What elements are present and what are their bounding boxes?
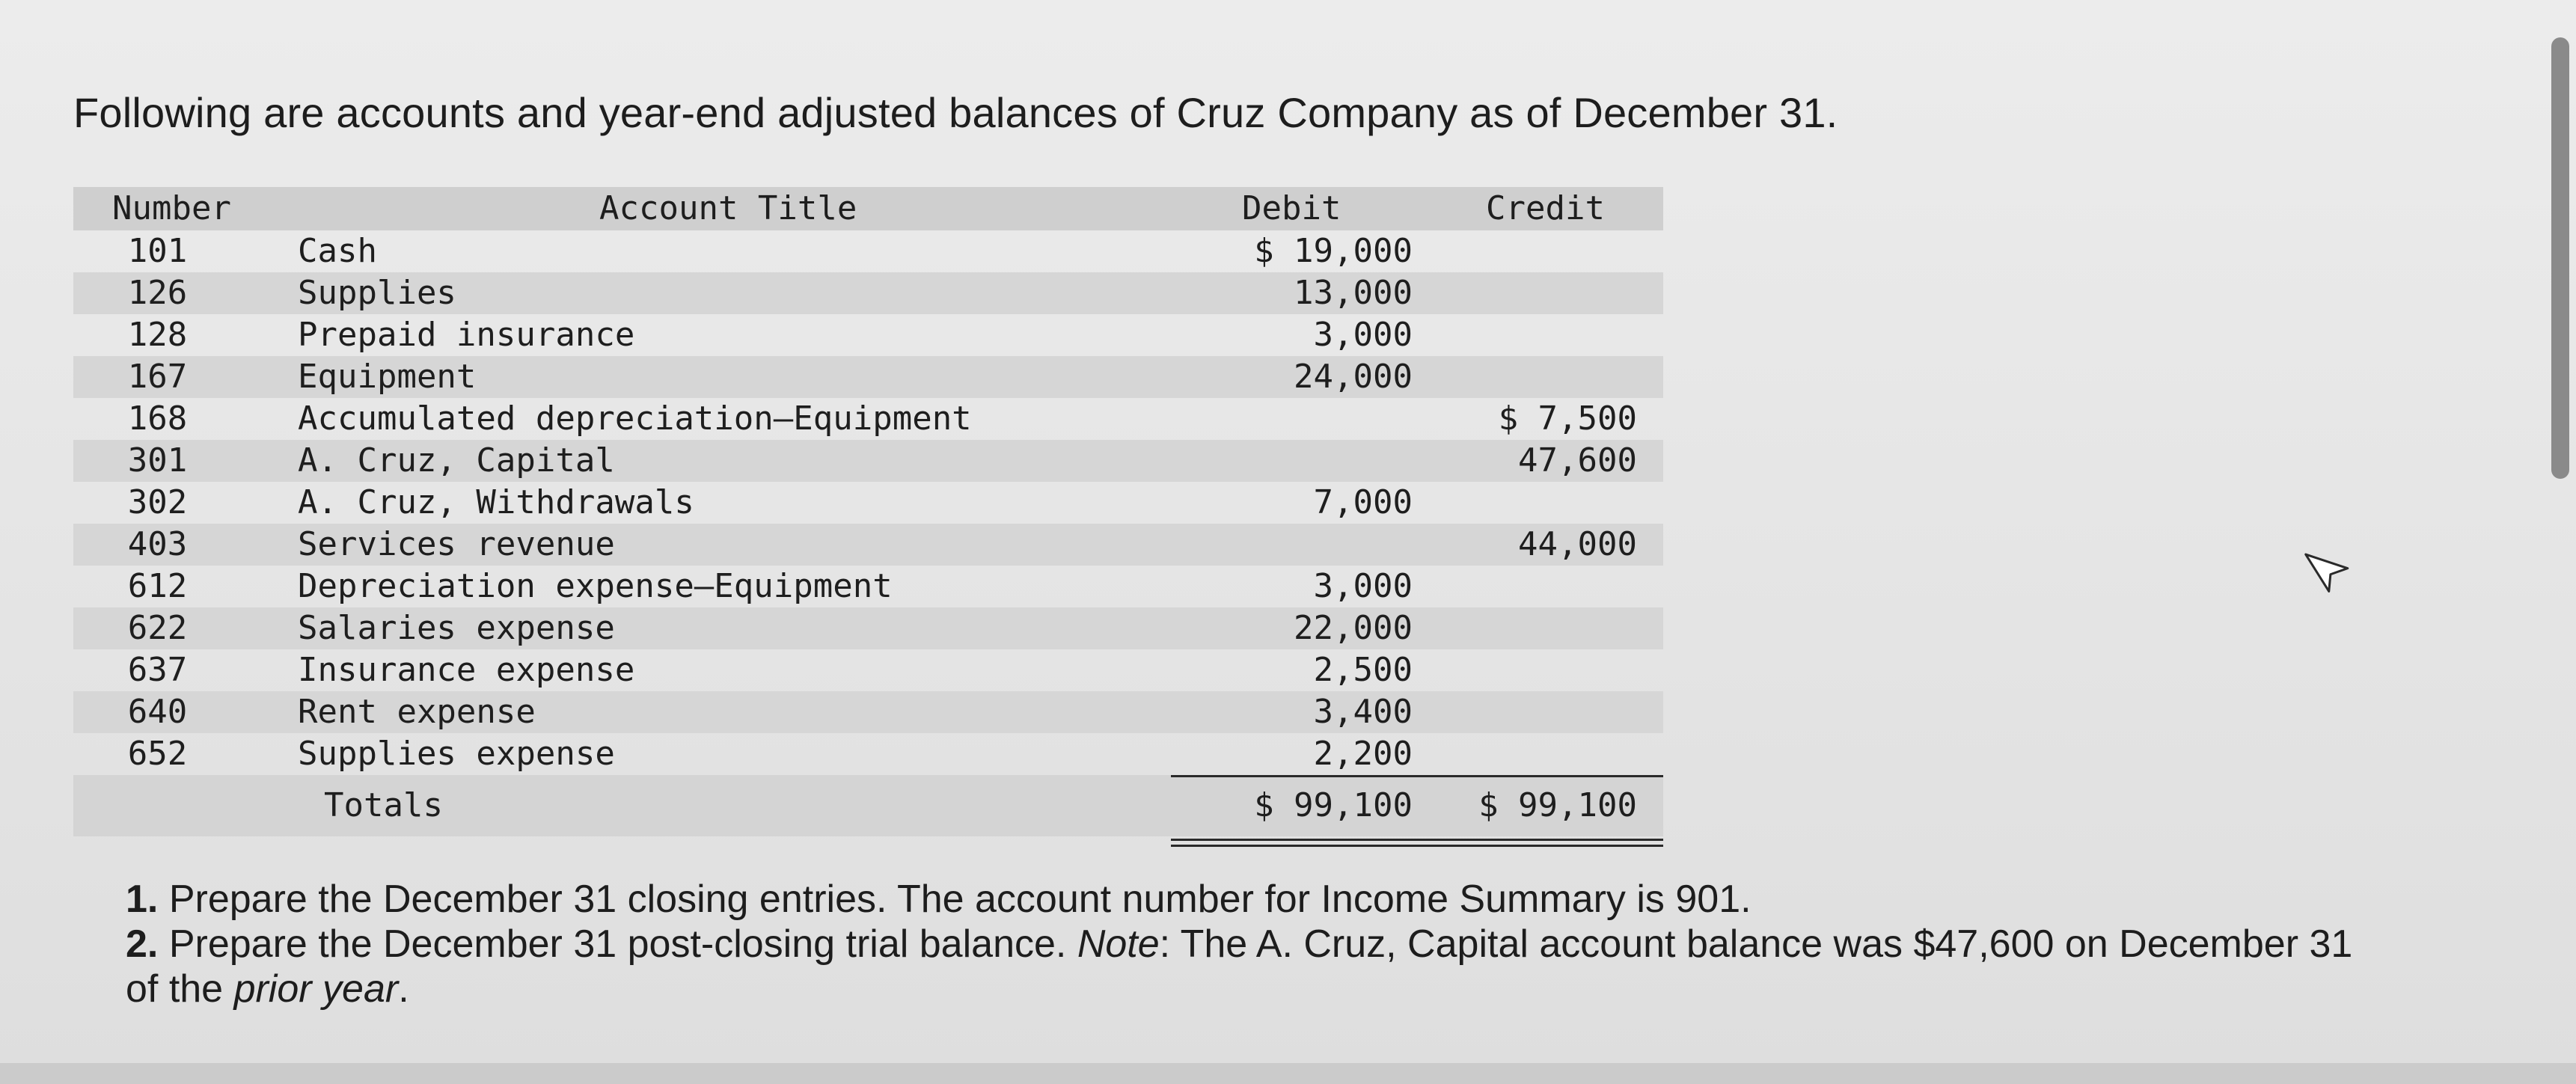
totals-credit: $ 99,100 [1478, 786, 1637, 824]
debit-amount: 24,000 [1294, 358, 1413, 396]
account-title: Salaries expense [298, 609, 615, 647]
account-title: Prepaid insurance [298, 316, 635, 354]
instruction-2-text-d: . [398, 967, 409, 1011]
totals-debit: $ 99,100 [1254, 786, 1413, 824]
instruction-2-number: 2. [126, 922, 159, 966]
table-body [73, 230, 1663, 775]
account-title: Supplies expense [298, 735, 615, 773]
instruction-2 [126, 922, 2352, 967]
account-title: A. Cruz, Withdrawals [298, 483, 694, 521]
debit-amount: 2,500 [1313, 651, 1413, 689]
table-row [73, 524, 1663, 566]
table-row [73, 230, 1663, 272]
table-row [73, 607, 1663, 649]
debit-amount: 3,000 [1313, 567, 1413, 605]
debit-amount: 22,000 [1294, 609, 1413, 647]
instructions [126, 877, 2352, 1011]
account-title: Insurance expense [298, 651, 635, 689]
table-row [73, 398, 1663, 440]
account-number: 101 [127, 232, 188, 270]
instruction-2-text-a: Prepare the December 31 post-closing trial balance. [168, 922, 1067, 966]
instruction-2-text-c: of the [126, 967, 224, 1011]
account-title: Services revenue [298, 525, 615, 563]
account-title: Equipment [298, 358, 477, 396]
instruction-1 [126, 877, 2352, 922]
instruction-2-note-label: Note [1077, 922, 1160, 966]
table-row [73, 649, 1663, 691]
account-number: 652 [127, 735, 188, 773]
account-number: 128 [127, 316, 188, 354]
account-title: A. Cruz, Capital [298, 441, 615, 480]
debit-amount: 3,400 [1313, 693, 1413, 731]
debit-amount: $ 19,000 [1254, 232, 1413, 270]
account-number: 167 [127, 358, 188, 396]
table-row [73, 314, 1663, 356]
account-number: 637 [127, 651, 188, 689]
instruction-2-text-b: : The A. Cruz, Capital account balance was $47,600 on December 31 [1159, 922, 2353, 966]
instruction-2-prior: prior year [233, 967, 399, 1011]
table-header [73, 187, 1663, 230]
table-row [73, 733, 1663, 775]
debit-amount: 7,000 [1313, 483, 1413, 521]
account-number: 126 [127, 274, 188, 312]
table-row [73, 440, 1663, 482]
account-number: 640 [127, 693, 188, 731]
account-number: 302 [127, 483, 188, 521]
scrollbar-thumb[interactable] [2551, 37, 2569, 479]
instruction-1-number: 1. [126, 878, 159, 921]
credit-amount: 47,600 [1518, 441, 1637, 480]
instruction-2-continued [126, 967, 2352, 1011]
debit-amount: 2,200 [1313, 735, 1413, 773]
account-number: 301 [127, 441, 188, 480]
account-number: 622 [127, 609, 188, 647]
account-number: 403 [127, 525, 188, 563]
table-row [73, 272, 1663, 314]
debit-amount: 3,000 [1313, 316, 1413, 354]
account-title: Supplies [298, 274, 456, 312]
table-row [73, 356, 1663, 398]
account-title: Cash [298, 232, 377, 270]
credit-amount: $ 7,500 [1498, 399, 1637, 438]
debit-amount: 13,000 [1294, 274, 1413, 312]
intro-text: Following are accounts and year-end adjusted balances of Cruz Company as of December 31. [73, 89, 1838, 136]
table-row [73, 691, 1663, 733]
account-title: Rent expense [298, 693, 536, 731]
header-debit: Debit [1242, 189, 1341, 227]
header-number: Number [112, 189, 231, 227]
totals-double-rule [1171, 839, 1663, 847]
table-row [73, 566, 1663, 607]
account-number: 612 [127, 567, 188, 605]
header-account-title: Account Title [599, 189, 857, 227]
instruction-1-text: Prepare the December 31 closing entries. The account number for Income Summary is 901. [168, 878, 1752, 921]
totals-label: Totals [324, 786, 443, 824]
account-title: Depreciation expense—Equipment [298, 567, 893, 605]
account-title: Accumulated depreciation—Equipment [298, 399, 972, 438]
totals-row [73, 775, 1663, 836]
mouse-pointer-icon [2303, 545, 2355, 597]
table-row [73, 482, 1663, 524]
credit-amount: 44,000 [1518, 525, 1637, 563]
trial-balance-table [73, 187, 1663, 836]
account-number: 168 [127, 399, 188, 438]
bottom-band [0, 1063, 2576, 1084]
header-credit: Credit [1486, 189, 1605, 227]
